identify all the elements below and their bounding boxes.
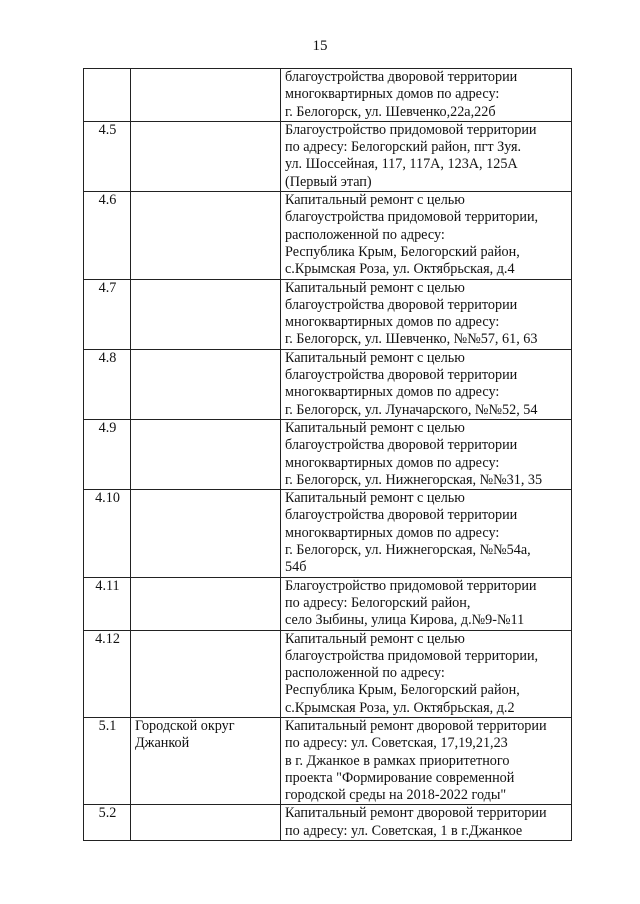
description-cell — [281, 192, 572, 279]
table-row — [84, 121, 572, 191]
table-row — [84, 577, 572, 630]
description-line: с.Крымская Роза, ул. Октябрьская, д.4 — [285, 261, 515, 278]
description-line: Капитальный ремонт дворовой территории — [285, 717, 547, 734]
row-number: 5.2 — [84, 805, 131, 841]
description-cell — [281, 349, 572, 419]
description-line: проекта "Формирование современной — [285, 769, 515, 786]
description-line: г. Белогорск, ул. Шевченко,22а,22б — [285, 103, 496, 120]
description-line: многоквартирных домов по адресу: — [285, 86, 500, 103]
description-line: Капитальный ремонт с целью — [285, 490, 465, 507]
description-line: многоквартирных домов по адресу: — [285, 454, 500, 471]
territory-cell — [131, 419, 281, 489]
description-line: благоустройства дворовой территории — [285, 69, 518, 85]
description-line: городской среды на 2018-2022 годы" — [285, 787, 507, 804]
description-line: по адресу: ул. Советская, 17,19,21,23 — [285, 735, 508, 752]
row-number: 4.5 — [84, 121, 131, 191]
program-table — [83, 68, 572, 841]
description-cell — [281, 805, 572, 841]
description-line: в г. Джанкое в рамках приоритетного — [285, 752, 510, 769]
description-line: 54б — [285, 559, 307, 576]
description-cell — [281, 419, 572, 489]
description-line: многоквартирных домов по адресу: — [285, 384, 500, 401]
table-row — [84, 192, 572, 279]
description-line: г. Белогорск, ул. Шевченко, №№57, 61, 63 — [285, 331, 538, 348]
description-cell — [281, 69, 572, 122]
row-number: 5.1 — [84, 717, 131, 804]
description-cell — [281, 279, 572, 349]
territory-cell — [131, 490, 281, 577]
territory-cell — [131, 577, 281, 630]
description-line: (Первый этап) — [285, 173, 372, 190]
row-number: 4.6 — [84, 192, 131, 279]
description-line: Республика Крым, Белогорский район, — [285, 682, 520, 699]
territory-cell — [131, 349, 281, 419]
description-line: Благоустройство придомовой территории — [285, 121, 537, 138]
description-line: благоустройства дворовой территории — [285, 367, 518, 384]
description-line: благоустройства придомовой территории, — [285, 209, 539, 226]
row-number: 4.12 — [84, 630, 131, 717]
table-row — [84, 419, 572, 489]
description-cell — [281, 630, 572, 717]
description-line: Капитальный ремонт с целью — [285, 279, 465, 296]
table-row — [84, 805, 572, 841]
description-line: Капитальный ремонт с целью — [285, 349, 465, 366]
territory-cell — [131, 805, 281, 841]
description-line: Капитальный ремонт дворовой территории — [285, 805, 547, 822]
description-line: ул. Шоссейная, 117, 117А, 123А, 125А — [285, 156, 518, 173]
description-line: г. Белогорск, ул. Нижнегорская, №№54а, — [285, 542, 531, 559]
row-number: 4.7 — [84, 279, 131, 349]
description-line: многоквартирных домов по адресу: — [285, 314, 500, 331]
description-line: по адресу: Белогорский район, пгт Зуя. — [285, 139, 522, 156]
territory-cell — [131, 630, 281, 717]
row-number: 4.9 — [84, 419, 131, 489]
table-row — [84, 490, 572, 577]
row-number: 4.10 — [84, 490, 131, 577]
description-line: Капитальный ремонт с целью — [285, 419, 465, 436]
territory-cell — [131, 192, 281, 279]
table-row — [84, 69, 572, 122]
table-row — [84, 630, 572, 717]
territory-cell — [131, 279, 281, 349]
table-row — [84, 279, 572, 349]
description-cell — [281, 577, 572, 630]
description-line: благоустройства придомовой территории, — [285, 647, 539, 664]
table-row — [84, 349, 572, 419]
description-line: Благоустройство придомовой территории — [285, 577, 537, 594]
description-cell — [281, 717, 572, 804]
description-line: благоустройства дворовой территории — [285, 507, 518, 524]
row-number: 4.11 — [84, 577, 131, 630]
description-line: г. Белогорск, ул. Луначарского, №№52, 54 — [285, 401, 538, 418]
row-number: 4.8 — [84, 349, 131, 419]
territory-cell — [131, 69, 281, 122]
row-number — [84, 69, 131, 122]
description-line: расположенной по адресу: — [285, 665, 445, 682]
description-line: г. Белогорск, ул. Нижнегорская, №№31, 35 — [285, 471, 543, 488]
territory-cell — [131, 121, 281, 191]
description-line: благоустройства дворовой территории — [285, 296, 518, 313]
table-row — [84, 717, 572, 804]
description-line: благоустройства дворовой территории — [285, 437, 518, 454]
description-line: Капитальный ремонт с целью — [285, 192, 465, 209]
description-line: расположенной по адресу: — [285, 226, 445, 243]
description-line: по адресу: Белогорский район, — [285, 594, 471, 611]
page-number: 15 — [312, 38, 328, 54]
description-cell — [281, 121, 572, 191]
description-line: Республика Крым, Белогорский район, — [285, 243, 520, 260]
description-line: многоквартирных домов по адресу: — [285, 524, 500, 541]
territory-cell: Городской округ Джанкой — [131, 717, 281, 804]
description-cell — [281, 490, 572, 577]
description-line: село Зыбины, улица Кирова, д.№9-№11 — [285, 612, 525, 629]
description-line: Капитальный ремонт с целью — [285, 630, 465, 647]
description-line: по адресу: ул. Советская, 1 в г.Джанкое — [285, 822, 523, 839]
description-line: с.Крымская Роза, ул. Октябрьская, д.2 — [285, 699, 515, 716]
